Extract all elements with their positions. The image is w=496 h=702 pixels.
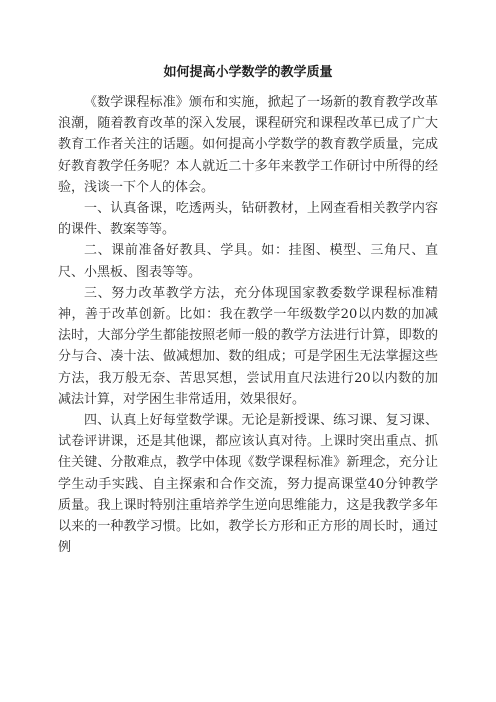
paragraph-intro: 《数学课程标准》颁布和实施，掀起了一场新的教育教学改革浪潮，随着教育改革的深入发展，课程研究和课程改革已成了广大教育工作者关注的话题。如何提高小学数学的教育教学质量，完成好教育教学任务呢？本人就近二十多年来教学工作研讨中所得的经验，浅谈一下个人的体会。 [58, 95, 438, 195]
paragraph-item-2: 二、课前准备好教具、学具。如：挂图、模型、三角尺、直尺、小黑板、图表等等。 [58, 243, 438, 280]
paragraph-item-4: 四、认真上好每堂数学课。无论是新授课、练习课、复习课、试卷评讲课，还是其他课，都应该认真对待。上课时突出重点、抓住关键、分散难点，教学中体现《数学课程标准》新理念，充分让学生动手实践、自主探索和合作交流，努力提高课堂40分钟教学质量。我上课时特别注重培养学生逆向思维能力，这是我教学多年以来的一种教学习惯。比如，教学长方形和正方形的周长时，通过例 [58, 413, 438, 556]
paragraph-item-3: 三、努力改革教学方法，充分体现国家教委数学课程标准精神，善于改革创新。比如：我在教学一年级数学20以内数的加减法时，大部分学生都能按照老师一般的教学方法进行计算，即数的分与合、凑十法、做减想加、数的组成；可是学困生无法掌握这些方法，我万般无奈、苦思冥想，尝试用直尺法进行20以内数的加减法计算，对学困生非常适用，效果很好。 [58, 285, 438, 407]
document-body [58, 92, 438, 558]
paragraph-item-1: 一、认真备课，吃透两头，钻研教材，上网查看相关教学内容的课件、教案等等。 [58, 201, 438, 238]
document-title: 如何提高小学数学的教学质量 [163, 65, 333, 80]
